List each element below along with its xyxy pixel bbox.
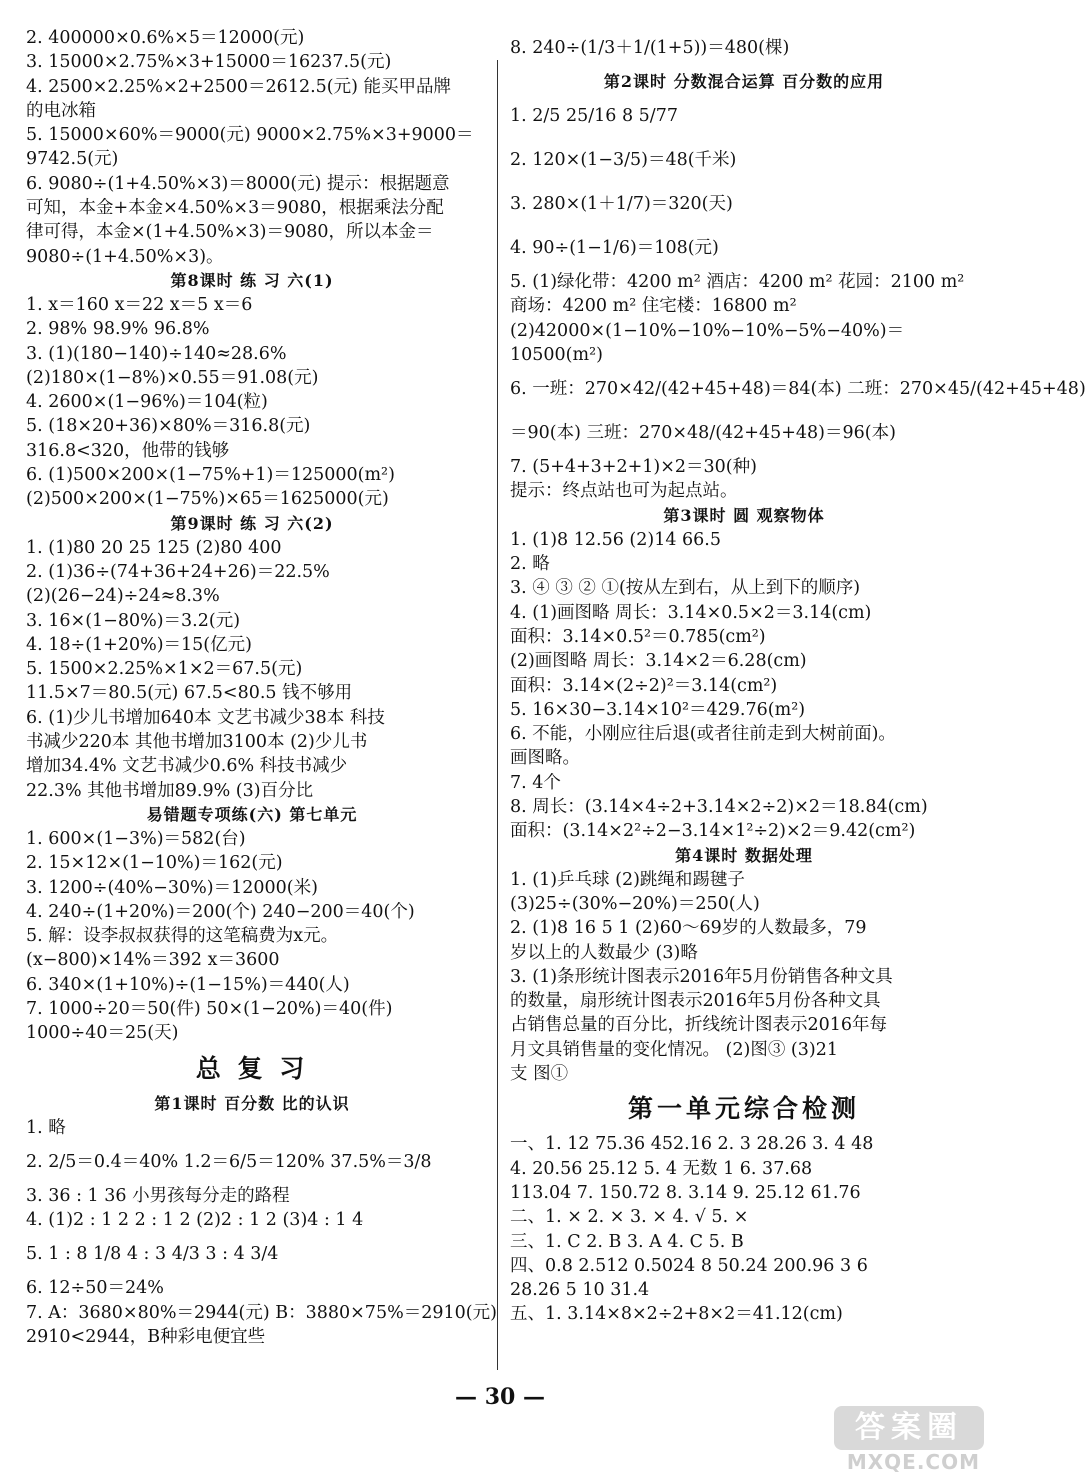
answer-line: 4. (1)2 : 1 2 2 : 1 2 (2)2 : 1 2 (3)4 : 1 4 [26, 1210, 364, 1231]
answer-line: 6. 一班：270×42/(42+45+48)＝84(本) 二班：270×45/(42+45+48) [510, 379, 1086, 400]
answer-line: 7. A：3680×80%＝2944(元) B：3880×75%＝2910(元) [26, 1302, 497, 1323]
answer-line: 3. (1)(180−140)÷140≈28.6% [26, 343, 287, 364]
watermark-logo: 答案圈 [834, 1406, 984, 1450]
unit-heading: 总 复 习 [195, 1053, 309, 1083]
answer-line: (3)25÷(30%−20%)＝250(人) [510, 893, 760, 914]
answer-line: 提示：终点站也可为起点站。 [510, 481, 738, 502]
answer-line: 2. 15×12×(1−10%)＝162(元) [26, 853, 283, 874]
answer-line: ＝90(本) 三班：270×48/(42+45+48)＝96(本) [510, 423, 896, 444]
answer-line: 2. 2/5＝0.4＝40% 1.2＝6/5＝120% 37.5%＝3/8 [26, 1151, 432, 1172]
answer-line: 2910<2944，B种彩电便宜些 [26, 1327, 266, 1348]
answer-line: 6. 不能，小刚应往后退(或者往前走到大树前面)。 [510, 724, 896, 745]
answer-line: 增加34.4% 文艺书减少0.6% 科技书减少 [26, 756, 348, 777]
section-heading: 第8课时 练 习 六(1) [170, 270, 334, 290]
answer-line: 1. (1)乒乓球 (2)跳绳和踢毽子 [510, 869, 745, 890]
answer-line: 五、1. 3.14×8×2÷2+8×2＝41.12(cm) [510, 1304, 843, 1325]
answer-line: 1000÷40＝25(天) [26, 1023, 179, 1044]
answer-line: 3. 1200÷(40%−30%)＝12000(米) [26, 877, 318, 898]
answer-line: 4. 2500×2.25%×2+2500＝2612.5(元) 能买甲品牌 [26, 76, 451, 97]
answer-line: 一、1. 12 75.36 452.16 2. 3 28.26 3. 4 48 [510, 1134, 874, 1155]
answer-line: (2)42000×(1−10%−10%−10%−5%−40%)＝ [510, 320, 905, 341]
answer-line: 9080÷(1+4.50%×3)。 [26, 246, 224, 267]
answer-line: 8. 周长：(3.14×4÷2+3.14×2÷2)×2＝18.84(cm) [510, 797, 928, 818]
answer-line: 3. 15000×2.75%×3+15000＝16237.5(元) [26, 52, 392, 73]
answer-line: 3. 36 : 1 36 小男孩每分走的路程 [26, 1185, 290, 1206]
section-heading: 第2课时 分数混合运算 百分数的应用 [603, 72, 885, 91]
answer-line: 6. 12÷50＝24% [26, 1278, 164, 1299]
answer-line: 10500(m²) [510, 344, 603, 365]
answer-line: 四、0.8 2.512 0.5024 8 50.24 200.96 3 6 [510, 1255, 868, 1276]
answer-line: 2. 120×(1−3/5)＝48(千米) [510, 150, 737, 170]
answer-line: 面积：(3.14×2²÷2−3.14×1²÷2)×2＝9.42(cm²) [510, 821, 916, 842]
watermark [834, 1406, 984, 1476]
answer-line: 支 图① [510, 1064, 569, 1085]
unit-heading: 第一单元综合检测 [627, 1094, 860, 1124]
answer-line: 1. (1)8 12.56 (2)14 66.5 [510, 529, 721, 550]
answer-line: 1. x＝160 x＝22 x＝5 x＝6 [26, 294, 253, 315]
answer-line: 5. 16×30−3.14×10²＝429.76(m²) [510, 699, 806, 720]
answer-line: 可知，本金+本金×4.50%×3＝9080，根据乘法分配 [26, 198, 444, 219]
answer-line: 2. 略 [510, 554, 550, 575]
answer-line: 占销售总量的百分比，折线统计图表示2016年每 [510, 1015, 888, 1036]
answer-line: 5. 15000×60%＝9000(元) 9000×2.75%×3+9000＝ [26, 125, 474, 146]
answer-line: 2. (1)8 16 5 1 (2)60～69岁的人数最多，79 [510, 918, 867, 939]
answer-line: 316.8<320，他带的钱够 [26, 440, 230, 461]
answer-line: 书减少220本 其他书增加3100本 (2)少儿书 [26, 732, 368, 753]
section-heading: 易错题专项练(六) 第七单元 [146, 804, 358, 824]
answer-line: 8. 240÷(1/3＋1/(1+5))＝480(棵) [510, 38, 790, 58]
answer-line: 商场：4200 m² 住宅楼：16800 m² [510, 296, 797, 317]
page-number: — 30 — [455, 1384, 545, 1410]
answer-line: 2. 98% 98.9% 96.8% [26, 319, 210, 340]
answer-line: 28.26 5 10 31.4 [510, 1280, 650, 1301]
answer-line: 岁以上的人数最少 (3)略 [510, 942, 698, 963]
left-column [26, 26, 497, 1349]
answer-line: 面积：3.14×0.5²＝0.785(cm²) [510, 626, 766, 647]
section-heading: 第3课时 圆 观察物体 [663, 505, 825, 525]
answer-line: 7. 4个 [510, 772, 561, 793]
section-heading: 第1课时 百分数 比的认识 [154, 1093, 350, 1113]
answer-line: 1. 600×(1−3%)＝582(台) [26, 828, 246, 849]
answer-line: 律可得，本金×(1+4.50%×3)＝9080，所以本金＝ [26, 222, 434, 243]
answer-line: 6. (1)500×200×(1−75%+1)＝125000(m²) [26, 465, 395, 486]
answer-line: 3. (1)条形统计图表示2016年5月份销售各种文具 [510, 966, 893, 987]
answer-line: 5. (1)绿化带：4200 m² 酒店：4200 m² 花园：2100 m² [510, 272, 965, 292]
answer-line: 22.3% 其他书增加89.9% (3)百分比 [26, 780, 314, 801]
answer-line: 1. 2/5 25/16 8 5/77 [510, 106, 678, 126]
answer-line: 5. 解：设李叔叔获得的这笔稿费为x元。 [26, 926, 339, 947]
answer-line: (2)画图略 周长：3.14×2＝6.28(cm) [510, 651, 807, 672]
answer-line: 的电冰箱 [26, 100, 96, 121]
answer-line: 面积：3.14×(2÷2)²＝3.14(cm²) [510, 675, 778, 696]
answer-line: 3. 16×(1−80%)＝3.2(元) [26, 610, 241, 631]
answer-line: 6. (1)少儿书增加640本 文艺书减少38本 科技 [26, 707, 385, 728]
answer-line: (2)(26−24)÷24≈8.3% [26, 586, 220, 607]
answer-line: (2)180×(1−8%)×0.55＝91.08(元) [26, 367, 319, 388]
answer-line: (x−800)×14%＝392 x＝3600 [26, 950, 280, 971]
answer-line: 5. 1500×2.25%×1×2＝67.5(元) [26, 659, 303, 680]
answer-line: 3. 280×(1＋1/7)＝320(天) [510, 194, 733, 214]
answer-line: 6. 340×(1+10%)÷(1−15%)＝440(人) [26, 974, 350, 995]
answer-line: 4. (1)画图略 周长：3.14×0.5×2＝3.14(cm) [510, 602, 872, 623]
section-heading: 第9课时 练 习 六(2) [170, 513, 334, 533]
answer-line: 7. 1000÷20＝50(件) 50×(1−20%)＝40(件) [26, 998, 393, 1019]
answer-line: 9742.5(元) [26, 149, 119, 170]
answer-line: 2. 400000×0.6%×5＝12000(元) [26, 28, 305, 48]
answer-line: 113.04 7. 150.72 8. 3.14 9. 25.12 61.76 [510, 1182, 861, 1203]
answer-line: 5. (18×20+36)×80%＝316.8(元) [26, 416, 311, 437]
answer-line: 4. 240÷(1+20%)＝200(个) 240−200＝40(个) [26, 901, 415, 922]
answer-line: (2)500×200×(1−75%)×65＝1625000(元) [26, 489, 389, 510]
answer-line: 6. 9080÷(1+4.50%×3)＝8000(元) 提示：根据题意 [26, 173, 450, 194]
answer-line: 4. 20.56 25.12 5. 4 无数 1 6. 37.68 [510, 1158, 813, 1179]
answer-line: 三、1. C 2. B 3. A 4. C 5. B [510, 1231, 744, 1252]
answer-line: 的数量，扇形统计图表示2016年5月份各种文具 [510, 991, 881, 1012]
right-column [510, 26, 1086, 1327]
answer-line: 3. ④ ③ ② ①(按从左到右，从上到下的顺序) [510, 578, 861, 599]
answer-line: 1. 略 [26, 1117, 66, 1138]
column-divider [497, 60, 498, 1370]
answer-line: 7. (5+4+3+2+1)×2＝30(种) [510, 457, 757, 478]
answer-line: 4. 18÷(1+20%)＝15(亿元) [26, 634, 252, 655]
answer-line: 二、1. × 2. × 3. × 4. √ 5. × [510, 1207, 749, 1228]
section-heading: 第4课时 数据处理 [675, 845, 813, 865]
answer-line: 4. 2600×(1−96%)＝104(粒) [26, 392, 268, 413]
answer-line: 1. (1)80 20 25 125 (2)80 400 [26, 537, 282, 558]
answer-line: 11.5×7＝80.5(元) 67.5<80.5 钱不够用 [26, 683, 353, 704]
answer-line: 2. (1)36÷(74+36+24+26)＝22.5% [26, 561, 330, 582]
watermark-site: MXQE.COM [846, 1450, 980, 1474]
answer-line: 5. 1 : 8 1/8 4 : 3 4/3 3 : 4 3/4 [26, 1244, 279, 1265]
answer-line: 画图略。 [510, 748, 580, 769]
answer-line: 4. 90÷(1−1/6)＝108(元) [510, 238, 719, 258]
answer-line: 月文具销售量的变化情况。 (2)图③ (3)21 [510, 1039, 838, 1060]
